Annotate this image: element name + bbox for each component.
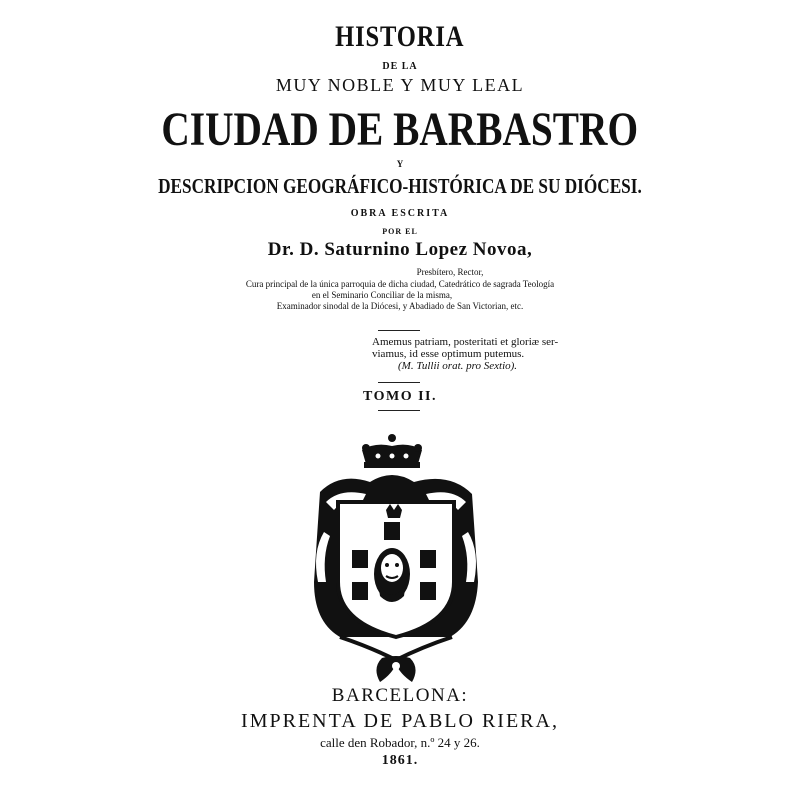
imprint-printer: IMPRENTA DE PABLO RIERA, xyxy=(241,710,559,732)
volume-label: TOMO II. xyxy=(363,389,437,404)
title-descripcion: DESCRIPCION GEOGRÁFICO-HISTÓRICA DE SU DIÓCESI. xyxy=(158,174,642,198)
epigraph-line: viamus, id esse optimum putemus. xyxy=(372,348,525,361)
title-conjunction-y: Y xyxy=(396,159,404,169)
epigraph-citation: (M. Tullii orat. pro Sextio). xyxy=(398,360,518,373)
author-credential-line: en el Seminario Conciliar de la misma, xyxy=(311,290,453,300)
title-historia: HISTORIA xyxy=(335,20,465,53)
author-credential-line: Presbítero, Rector, xyxy=(416,267,484,277)
obra-escrita: OBRA ESCRITA xyxy=(350,208,450,219)
title-de-la: DE LA xyxy=(382,61,418,72)
title-ciudad-de-barbastro: CIUDAD DE BARBASTRO xyxy=(161,103,639,156)
coat-of-arms-emblem xyxy=(300,432,500,692)
title-muy-noble: MUY NOBLE Y MUY LEAL xyxy=(275,75,525,95)
divider-rule xyxy=(378,410,420,411)
crown-icon xyxy=(362,434,422,468)
epigraph xyxy=(372,336,612,372)
author-name: Dr. D. Saturnino Lopez Novoa, xyxy=(267,239,533,260)
divider-rule xyxy=(378,382,420,383)
epigraph-line: Amemus patriam, posteritati et gloriæ ser- xyxy=(372,336,559,348)
imprint-address: calle den Robador, n.º 24 y 26. xyxy=(320,735,480,750)
por-el: POR EL xyxy=(382,227,418,236)
imprint-year: 1861. xyxy=(381,753,419,768)
imprint-city: BARCELONA: xyxy=(331,685,469,706)
author-credential-line: Cura principal de la única parroquia de dicha ciudad, Catedrático de sagrada Teología xyxy=(245,279,555,289)
divider-rule xyxy=(378,330,420,331)
author-credential-line: Examinador sinodal de la Diócesi, y Abadiado de San Victorian, etc. xyxy=(276,301,524,311)
